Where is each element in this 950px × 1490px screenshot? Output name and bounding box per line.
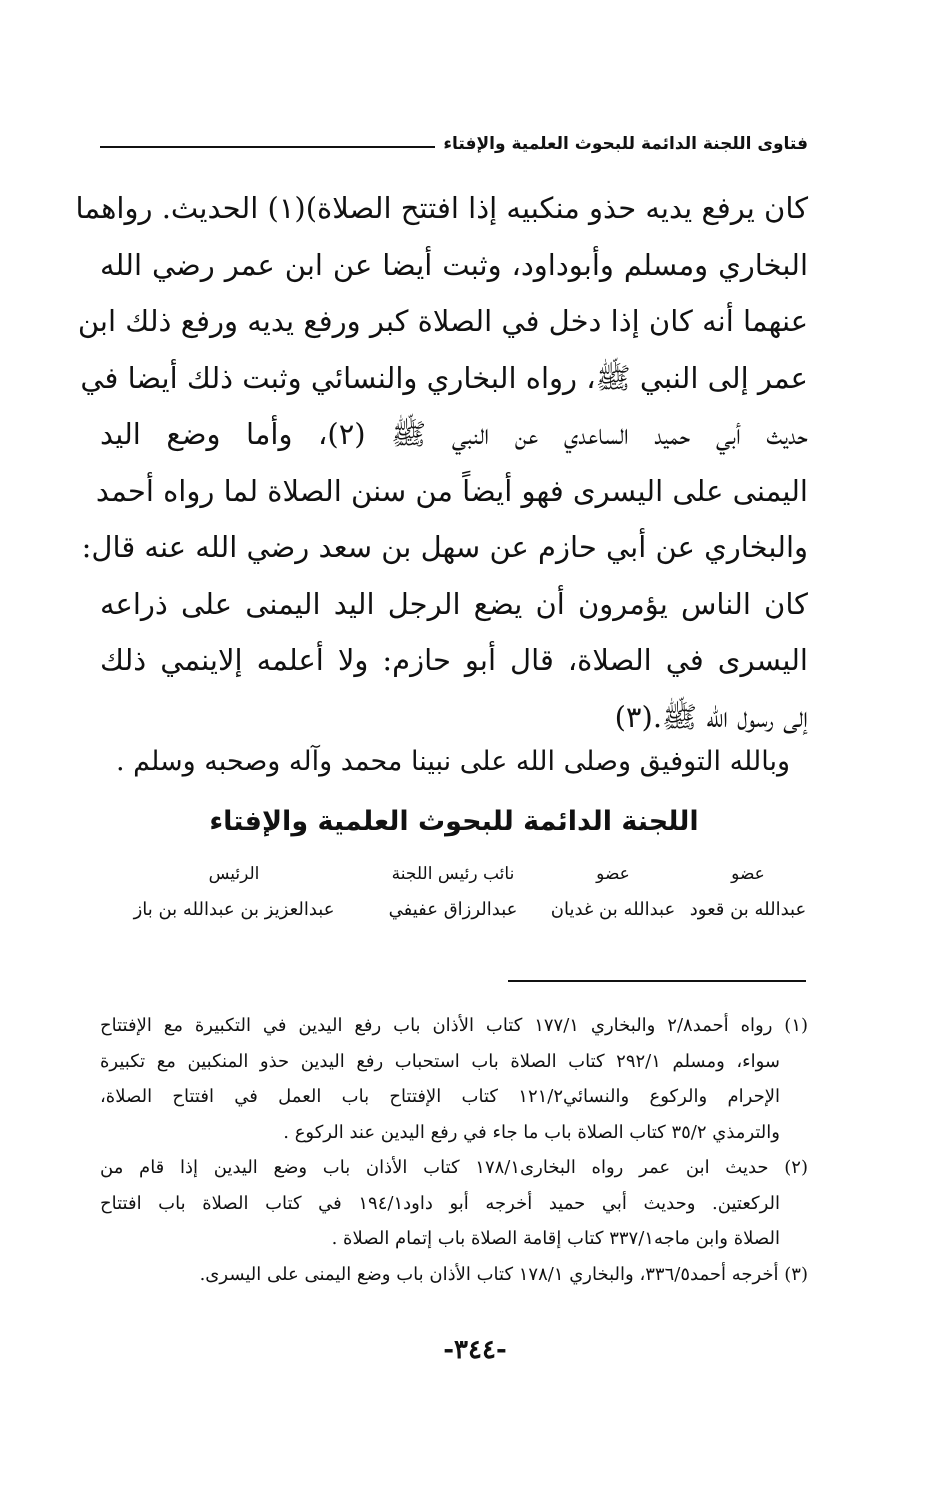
body-line: البخاري ومسلم وأبوداود، وثبت أيضا عن ابن عمر رضي الله — [100, 247, 808, 282]
body-line: اليسرى في الصلاة، قال أبو حازم: ولا أعلمه إلاينمي ذلك — [100, 643, 808, 677]
body-line: والبخاري عن أبي حازم عن سهل بن سعد رضي الله عنه قال: — [81, 530, 808, 564]
footnote-line: والترمذي ٣٥/٢ كتاب الصلاة باب ما جاء في رفع اليدين عند الركوع . — [283, 1121, 780, 1143]
body-line: عنهما أنه كان إذا دخل في الصلاة كبر ورفع يديه ورفع ذلك ابن — [77, 304, 808, 338]
footnote-line: الركعتين. وحديث أبي حميد أخرجه أبو داود١٩٤/١ في كتاب الصلاة باب افتتاح — [100, 1192, 780, 1214]
body-line: إلى رسول الله ﷺ.(٣) — [614, 699, 808, 734]
footnote-line: (٣) أخرجه أحمد٣٣٦/٥، والبخاري ١٧٨/١ كتاب الأذان باب وضع اليمنى على اليسرى. — [199, 1263, 808, 1285]
footnote-line: الإحرام والركوع والنسائي١٢١/٢ كتاب الإفتتاح باب العمل في افتتاح الصلاة، — [100, 1086, 780, 1107]
body-line: كان الناس يؤمرون أن يضع الرجل اليد اليمنى على ذراعه — [100, 586, 808, 621]
signatory-role: الرئيس — [208, 864, 260, 884]
footnotes — [100, 1008, 808, 1292]
footnote-line: الصلاة وابن ماجه٣٣٧/١ كتاب إقامة الصلاة باب إتمام الصلاة . — [331, 1228, 780, 1249]
footnote-line: (٢) حديث ابن عمر رواه البخارى١٧٨/١ كتاب الأذان باب وضع اليدين إذا قام من — [100, 1157, 808, 1178]
signatory-name: عبدالرزاق عفيفي — [388, 899, 518, 920]
signatory-role: نائب رئيس اللجنة — [391, 864, 515, 884]
signatory — [688, 858, 808, 930]
footnote-separator — [508, 980, 806, 982]
signatory — [368, 858, 538, 930]
signatory — [538, 858, 688, 930]
body-line: عمر إلى النبي ﷺ، رواه البخاري والنسائي وثبت ذلك أيضا في — [80, 360, 808, 395]
body-line: اليمنى على اليسرى فهو أيضاً من سنن الصلاة لما رواه أحمد — [95, 473, 808, 508]
footnote-line: (١) رواه أحمد٢/٨ والبخاري ١٧٧/١ كتاب الأذان باب رفع اليدين في التكبيرة مع الإفتتاح — [100, 1015, 809, 1036]
page-number: -٣٤٤- — [443, 1335, 507, 1365]
committee-title: اللجنة الدائمة للبحوث العلمية والإفتاء — [209, 806, 699, 837]
signatories — [100, 858, 808, 938]
closing-prayer: وبالله التوفيق وصلى الله على نبينا محمد وآله وصحبه وسلم . — [115, 746, 790, 777]
header-rule — [100, 146, 435, 148]
signatory-name: عبدالله بن قعود — [689, 899, 807, 920]
running-header-title: فتاوى اللجنة الدائمة للبحوث العلمية والإفتاء — [443, 134, 808, 154]
body-line: حديث أبي حميد الساعدي عن النبي ﷺ (٢)، وأما وضع اليد — [100, 417, 808, 451]
running-header — [100, 128, 808, 160]
body-line: كان يرفع يديه حذو منكبيه إذا افتتح الصلاة)(١) الحديث. رواهما — [75, 191, 808, 225]
signatory — [100, 858, 368, 930]
signatory-role: عضو — [731, 864, 765, 884]
footnote-line: سواء، ومسلم ٢٩٢/١ كتاب الصلاة باب استحباب رفع اليدين حذو المنكبين مع تكبيرة — [100, 1050, 781, 1072]
fatwa-body — [75, 180, 808, 745]
signatory-name: عبدالله بن غديان — [550, 899, 676, 920]
signatory-role: عضو — [596, 864, 630, 884]
signatory-name: عبدالعزيز بن عبدالله بن باز — [133, 899, 335, 920]
